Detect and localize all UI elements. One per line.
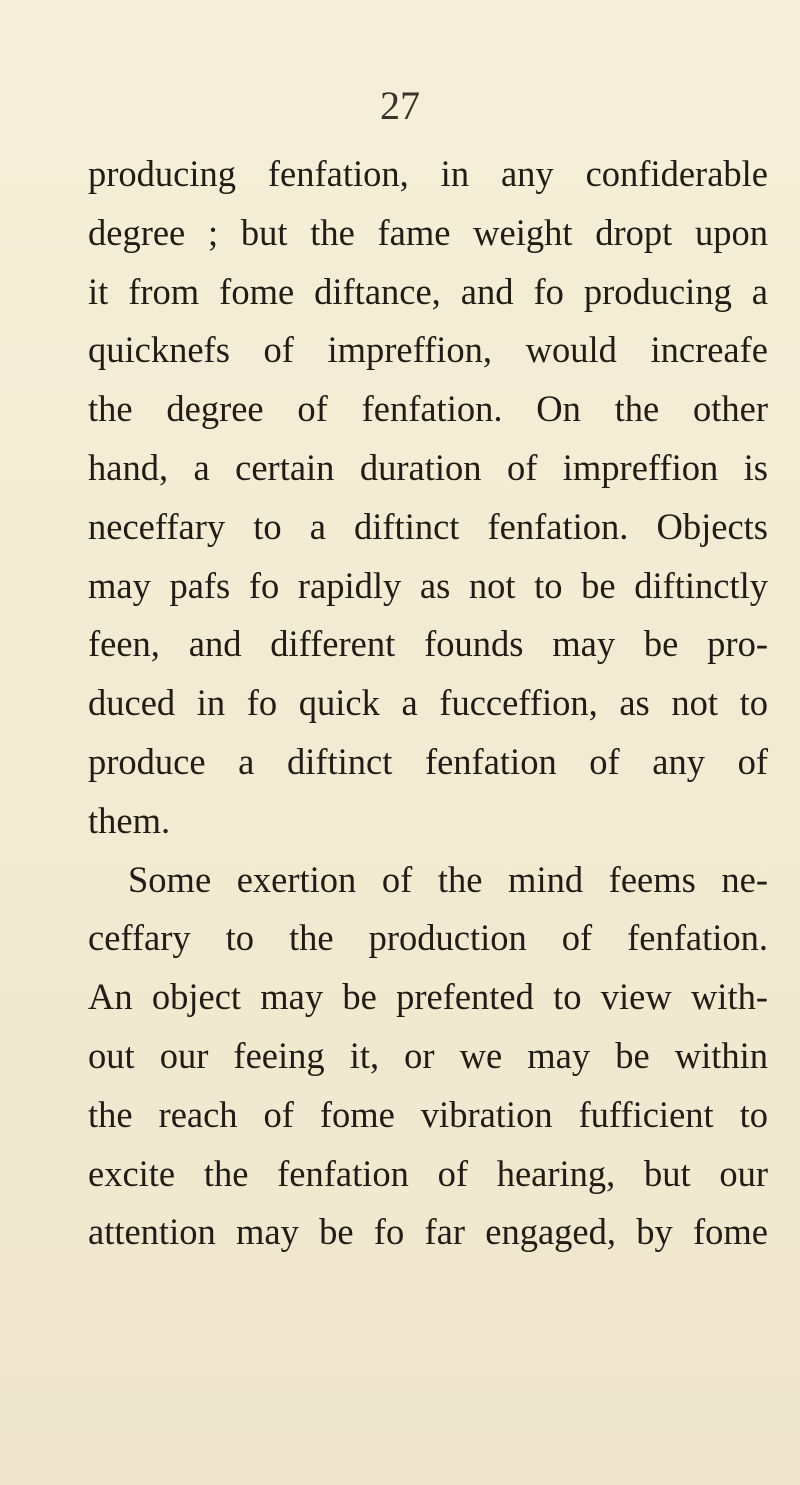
text-line: hand, a certain duration of impreffion is bbox=[88, 446, 768, 488]
text-line: producing fenfation, in any confiderable bbox=[88, 153, 768, 194]
text-line: neceffary to a diftinct fenfation. Objects bbox=[88, 505, 768, 547]
text-line: An object may be prefented to view with- bbox=[88, 976, 768, 1018]
text-line: attention may be fo far engaged, by fome bbox=[88, 1211, 768, 1253]
text-line: excite the fenfation of hearing, but our bbox=[88, 1152, 768, 1194]
text-line: the degree of fenfation. On the other bbox=[88, 388, 768, 430]
text-line: produce a diftinct fenfation of any of bbox=[88, 740, 768, 782]
text-line: them. bbox=[88, 799, 171, 841]
text-line: feen, and different founds may be pro- bbox=[88, 623, 768, 665]
text-line: Some exertion of the mind feems ne- bbox=[128, 858, 768, 900]
text-line: it from fome diftance, and fo producing a bbox=[88, 270, 768, 312]
text-line: out our feeing it, or we may be within bbox=[88, 1034, 768, 1076]
text-line: may pafs fo rapidly as not to be diftinctly bbox=[88, 564, 768, 606]
page-number: 27 bbox=[380, 83, 420, 128]
text-line: degree ; but the fame weight dropt upon bbox=[88, 211, 768, 253]
text-line: the reach of fome vibration fufficient to bbox=[88, 1093, 768, 1135]
text-line: duced in fo quick a fucceffion, as not to bbox=[88, 682, 768, 724]
text-body bbox=[88, 145, 768, 1262]
text-line: ceffary to the production of fenfation. bbox=[88, 917, 768, 959]
text-line: quicknefs of impreffion, would increafe bbox=[88, 329, 768, 371]
